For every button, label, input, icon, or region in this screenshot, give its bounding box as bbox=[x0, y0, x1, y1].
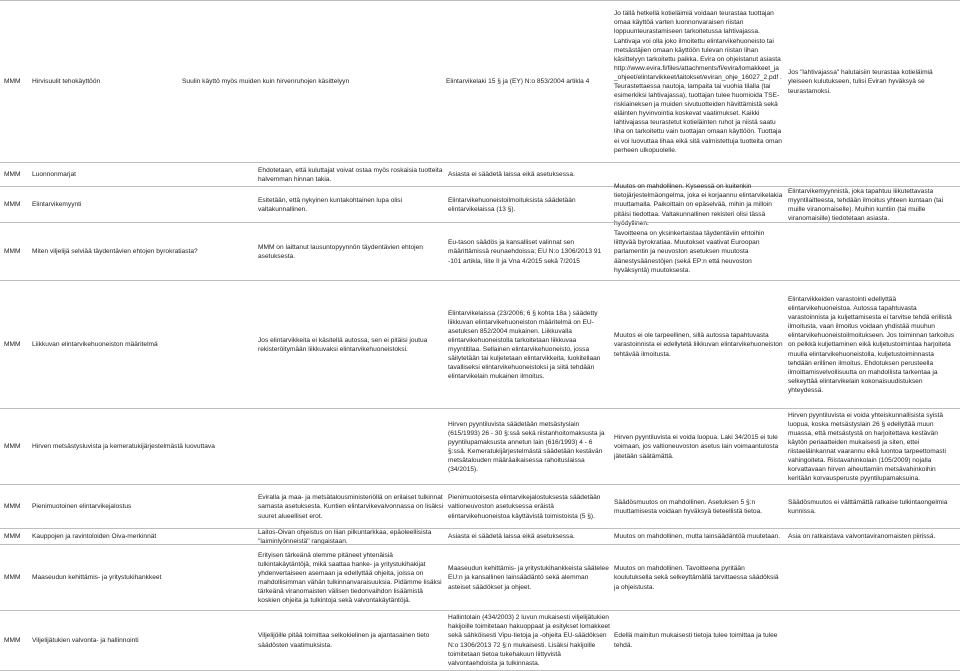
legislation-cell: Elintarvikelaissa (23/2006; 6 § kohta 18a ) säädetty liikkuvan elintarvikehuoneiston määritelmä on EU-asetuksen 852/2004 mukainen. Liikkuvalla elintarvikehuoneistolla tarkoitetaan liikkuvaa myyntitilaa. Sellainen elintarvikehuoneisto, jossa säilytetään tai kuljetetaan elintarvikkeita, luokitellaan tavalliseksi elintarvikehuoneistoksi ja siitä tehdään elintarvikelain mukainen ilmoitus. bbox=[448, 309, 601, 381]
ministry-cell: MMM bbox=[4, 636, 21, 644]
topic-cell: Miten viljelijä selviää täydentävien ehtojen byrokratiasta? bbox=[32, 248, 198, 256]
assessment-cell: Muutos ei ole tarpeellinen, sillä autossa tapahtuvasta varastoinnista ei edellytetä liikkuvan elintarvikehuoneiston tehtävää ilmoitusta. bbox=[614, 332, 783, 358]
proposal-cell: MMM on laittanut lausuntopyynnön täydentävien ehtojen asetuksesta. bbox=[258, 243, 423, 260]
assessment-cell: Tavoitteena on yksinkertaistaa täydentäviin ehtoihin liittyvää byrokratiaa. Muutokset vaativat Euroopan parlamentin ja neuvoston asetuksen muutosta äänestysäänestöjen (sekä EP:n että neuvoston hyväksyntä) muutoksesta. bbox=[614, 230, 765, 274]
proposal-cell bbox=[256, 409, 446, 485]
ministry-cell: MMM bbox=[4, 503, 21, 511]
topic-cell: Kauppojen ja ravintoloiden Oiva-merkinnät bbox=[32, 533, 157, 541]
table-row bbox=[0, 162, 960, 187]
topic-cell: Hirven metsästysluvista ja kemeratukijärjestelmästä luovuttava bbox=[32, 443, 215, 451]
assessment-cell: Muutos on mahdollinen. Kyseessä on kuitenkin tietojärjestelmäongelma, joka ei korjaannu elintarvikelakia muuttamalla. Paikoittain on epäselvää, mihin ja milloin pitäisi tiedottaa. Valtakunnallinen rekisteri olisi tässä hyödyllinen. bbox=[614, 183, 783, 227]
proposal-cell: Ehdotetaan, että kuluttajat voivat ostaa myös roskaisia tuotteita halvemman hinnan takia. bbox=[258, 166, 443, 183]
notes-cell: Säädösmuutos ei välttämättä ratkaise tulkintaongelmia kunnissa. bbox=[788, 498, 948, 515]
topic-cell: Hirvisuulit tehokäyttöön bbox=[32, 78, 101, 86]
ministry-cell: MMM bbox=[4, 533, 21, 541]
legislation-cell: Elintarvikelaki 15 § ja (EY) N:o 853/2004 artikla 4 bbox=[446, 78, 590, 86]
topic-cell: Luonnonmarjat bbox=[32, 171, 76, 179]
ministry-cell: MMM bbox=[4, 443, 21, 451]
proposal-cell: Viljelijöille pitää toimittaa selkokielinen ja ajantasainen tieto säädösten vaatimuksista. bbox=[258, 632, 430, 649]
notes-cell: Asia on ratkaistava valvontaviranomaisten piirissä. bbox=[788, 533, 936, 541]
notes-cell: Hirven pyyntiluvista ei voida yhteiskunnallisista syistä luopua, koska metsästyslain 26 § edellyttää muun muassa, että metsästystä on harjoitettava kestävän käytön periaatteiden mukaisesti ja siten, ettei riistaeläinkannat vaarannu eikä luontoa tarpeettomasti vahingoiteta. Riistavahinkolain (105/2009) nojalla korvattavaan hirven aiheuttamiin metsävahinkoihin keritään korvausperuste pyyntilupamaksuina. bbox=[788, 411, 946, 483]
topic-cell: Viljelijätukien valvonta- ja hallinnointi bbox=[32, 636, 139, 644]
topic-cell: Maaseudun kehittämis- ja yritystukihankkeet bbox=[32, 574, 162, 582]
topic-cell: Elintarvikemyynti bbox=[32, 201, 82, 209]
ministry-cell: MMM bbox=[4, 574, 21, 582]
table-row bbox=[0, 280, 960, 409]
ministry-cell: MMM bbox=[4, 201, 21, 209]
table-row bbox=[0, 408, 960, 485]
legislation-cell: Pienimuotoisesta elintarvikejalostuksesta säädetään valtioneuvoston asetuksessa eräistä elintarvikehuoneistoa käyttävistä toimistoista (5 §). bbox=[448, 494, 601, 520]
assessment-cell: Edellä mainitun mukaisesti tietoja tulee toimittaa ja tulee tehdä. bbox=[614, 632, 778, 649]
legislation-cell: Eu-tason säädös ja kansalliset valinnat sen määrittämissä reunaehdoissa; EU N:o 1306/2013 91 -101 artikla, liite II ja Vna 4/2015 sekä 7/2015 bbox=[448, 239, 602, 265]
topic-cell: Pienimuotoinen elintarvikejalostus bbox=[32, 503, 132, 511]
assessment-cell: Säädösmuutos on mahdollinen. Asetuksen 5 §:n muuttamisesta voidaan hyväksyä tieteellistä tietoa. bbox=[614, 498, 763, 515]
legislation-cell: Maaseudun kehittämis- ja yritystukihankkeista säätelee EU:n ja kansallinen lainsäädäntö sekä alemman asteiset säädökset ja ohjeet. bbox=[448, 565, 609, 591]
legislation-cell: Hallintolain (434/2003) 2 luvun mukaisesti viljelijätukien hakijoille toimitetaan hakuoppaat ja esitykset lomakkeet sekä sähköisesti Vipu-tietoja ja -ohjeita EU-säädöksen N:o 1306/2013 72 §:n mukaisesti. Lisäksi hakijoille toimitetaan tietoa tukehakuun liittyvistä valvontaehdoista ja tulkinnasta. bbox=[448, 614, 611, 667]
assessment-cell: Jo tällä hetkellä kotieläimiä voidaan teurastaa tuottajan omaa käyttöä varten luonnonvaraisen riistan loppuunteurastamiseen tarkoitetussa lahtivajassa. Lahtivaja voi olla joko ilmoitettu elintarvikehuoneisto tai metsästäjien omaan käyttöön tulevan riistan lihan käsittelyyn tarkoitettu paikka. Evira on ohjeistanut asiasta http://www.evira.fi/files/attachments/fi/evira/lomakkeet_ja _ohjeet/elintarvikkeet/laitokset/eviran_ohje_16027_2.pdf . Teurastettaessa nautoja, lampaita tai vuohia tilalla (tai esimerkiksi lahtivajassa), tuottajan tulee huomioida TSE-riskiaineksen ja muiden sivutuotteiden hävittämistä sekä eläinten hyvinvointia koskevat vaatimukset. Kaikki lahtivajassa teurastetut kotieläinten ruhot ja niistä saatu liha on tarkoitettu vain tuottajan omaan käyttöön. Tuottaja ei voi luovuttaa lihaa eikä sitä valmistettuja tuotteita oman perheen ulkopuolelle. bbox=[614, 10, 782, 154]
notes-cell bbox=[786, 223, 960, 281]
ministry-cell: MMM bbox=[4, 171, 21, 179]
notes-cell: Jos "lahtivajassa" halutaisiin teurastaa kotieläimiä yleiseen kulutukseen, tulisi Eviran hyväksyä se teurastamoksi. bbox=[788, 69, 933, 95]
legislation-cell: Asiasta ei säädetä laissa eikä asetuksessa. bbox=[448, 533, 575, 541]
table-row bbox=[0, 222, 960, 281]
ministry-cell: MMM bbox=[4, 78, 21, 86]
notes-cell bbox=[786, 545, 960, 611]
assessment-cell: Hirven pyyntiluvista ei voida luopua. Laki 34/2015 ei tule voimaan, jos valtioneuvoston asetus lain voimaantulosta jätetään säätämättä. bbox=[614, 434, 779, 460]
legislation-cell: Hirven pyyntiluvista säädetään metsästyslain (615/1993) 26 - 30 §:ssä sekä riistanhoitomaksusta ja pyyntilupamaksusta annetun lain (616/1993) 4 - 6 §:ssä. Kemeratukijärjestelmästä säädetään kestävän metsätalouden määräaikaisessa rahoituslaissa (34/2015). bbox=[448, 420, 605, 474]
proposal-cell: Jos elintarvikkeita ei käsitellä autossa, sen ei pitäisi joutua rekisteröitymään liikkuvaksi elintarvikehuoneistoksi. bbox=[258, 336, 428, 353]
ministry-cell: MMM bbox=[4, 341, 21, 349]
proposal-cell: Suulin käyttö myös muiden kuin hirvenruhojen käsittelyyn bbox=[182, 78, 350, 86]
table-row bbox=[0, 610, 960, 671]
notes-cell: Elintarvikkeiden varastointi edellyttää elintarvikehuoneistoa. Autossa tapahtuvasta varastoinnista ja kuljettamisesta ei tarvitse tehdä erillistä ilmoitusta, vaan ilmoitus voidaan yhdistää muuhun elintarvikehuoneistoilmoitukseen. Jos toiminnan tarkoitus on pelkkä kuljettaminen eikä kuljetustoimintaa harjoiteta muulla elintarvikehuoneistolla, kuljetustoiminnasta tehdään erillinen ilmoitus. Ehdotuksen perusteella ilmoittamisvelvollisuutta on mahdollista tarkentaa ja selkeyttää elintarvikelain kokonaisuudistuksen yhteydessä. bbox=[788, 295, 955, 394]
proposal-cell: Eviralla ja maa- ja metsätalousministeriöllä on erilaiset tulkinnat samasta asetuksesta. Kuntien elintarvikevalvonnassa on lisäksi suuret alueelliset erot. bbox=[258, 494, 444, 520]
legislation-cell: Asiasta ei säädetä laissa eikä asetuksessa. bbox=[448, 171, 575, 179]
notes-cell: Elintarvikemyynnistä, joka tapahtuu liikutettavasta myyntilaitteesta, tehdään ilmoitus yhteen kuntaan (tai muille viranomaiselle). Muihin kuntiin (tai muille viranomaisille) tiedotetaan asiasta. bbox=[788, 187, 944, 223]
table-row bbox=[0, 0, 960, 163]
assessment-cell: Muutos on mahdollinen, mutta lainsäädäntöä muutetaan. bbox=[614, 533, 781, 541]
topic-cell: Liikkuvan elintarvikehuoneiston määritelmä bbox=[32, 341, 158, 349]
proposal-cell: Erityisen tärkeänä olemme pitäneet yhtenäisiä tulkintakäytäntöjä, mikä saattaa hanke- ja yritystukihakijat yhdenvertaiseen asemaan ja edellyttää ohjeita, joissa on mahdollisimman vähän tulkinnanvaraisuuksia. Pidämme lisäksi tärkeänä viranomaisten välisen tiedonvaihdon lisäämistä koskien ohjeita ja tulkintoja sekä valvontakäytäntöjä. bbox=[258, 551, 442, 605]
legislation-cell: Elintarvikehuoneistoilmoituksista säädetään elintarvikelaissa (13 §). bbox=[448, 196, 576, 213]
proposal-cell: Laitos-Oivan ohjeistus on liian pilkuntarkkaa, epäoleellisista "laiminlyönneistä" rangaistaan. bbox=[258, 528, 432, 545]
table-row bbox=[0, 544, 960, 611]
assessment-cell: Muutos on mahdollinen. Tavoitteena pyritään koulutuksella sekä selkeyttämällä tarvittaessa säädöksiä ja ohjeistusta. bbox=[614, 565, 779, 591]
notes-cell bbox=[786, 611, 960, 670]
ministry-cell: MMM bbox=[4, 248, 21, 256]
notes-cell bbox=[786, 163, 960, 187]
table-row bbox=[0, 183, 960, 227]
proposal-cell: Esitetään, että nykyinen kuntakohtainen lupa olisi valtakunnallinen. bbox=[258, 196, 403, 213]
table-row bbox=[0, 484, 960, 529]
table-row bbox=[0, 528, 960, 545]
